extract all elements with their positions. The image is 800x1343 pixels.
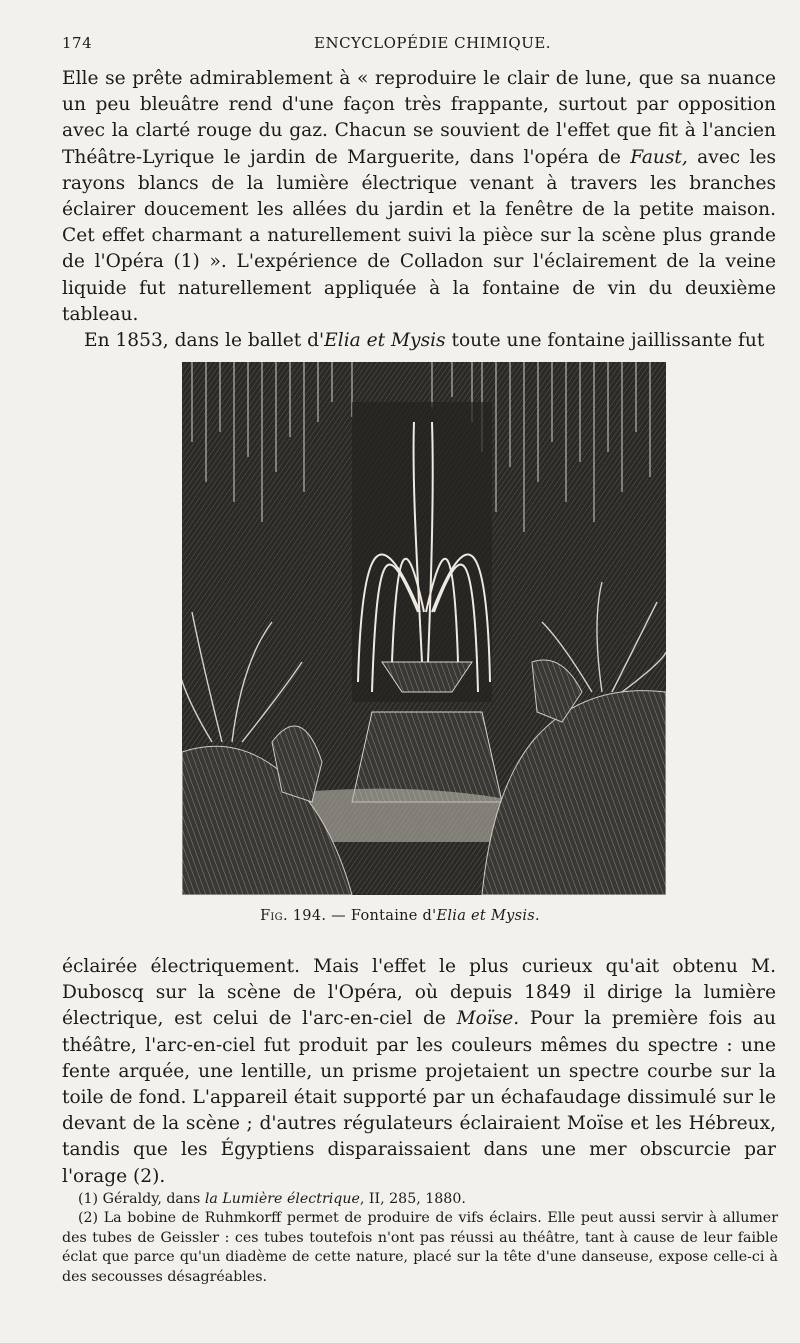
- paragraph-2-text-b: toute une fontaine jaillissante fut: [445, 330, 765, 352]
- fountain-engraving: [182, 362, 666, 895]
- paragraph-3-text-a: éclairée électriquement. Mais l'effet le plus curieux qu'ait obtenu M. Duboscq sur la scène de l'Opéra, où depuis 1849 il dirige la lumière électrique, est celui de l'arc-en-ciel de: [62, 956, 776, 1030]
- paragraph-3: [62, 954, 776, 1190]
- paragraph-3-text-b: Pour la première fois au théâtre, l'arc-en-ciel fut produit par les couleurs mêmes du spectre : une fente arquée, une lentille, un prisme projetaient un spectre courbe sur la toile de fond. L'appareil était supporté par un échafaudage dissimulé sur le devant de la scène ; d'autres régulateurs éclairaient Moïse et les Hébreux, tandis que les Égyptiens disparaissaient dans une mer obscurcie par l'orage (2).: [62, 1008, 776, 1187]
- figure-caption: [0, 908, 800, 924]
- pool: [302, 789, 522, 842]
- paragraph-2-text-a: En 1853, dans le ballet d': [84, 330, 325, 352]
- fountain-illustration: [182, 362, 666, 895]
- paragraph-2: [62, 328, 776, 354]
- paragraph-1-text-b: avec les rayons blancs de la lumière électrique venant à travers les branches éclairer doucement les allées du jardin et la fenêtre de la petite maison. Cet effet charmant a naturellement suivi la pièce sur la scène plus grande de l'Opéra (1) ». L'expérience de Colladon sur l'éclairement de la veine liquide fut naturellement appliquée à la fontaine de vin du deuxième tableau.: [62, 146, 776, 325]
- paragraph-1-text-a: Elle se prête admirablement à « reproduire le clair de lune, que sa nuance un peu bleuâtre rend d'une façon très frappante, surtout par opposition avec la clarté rouge du gaz. Chacun se souvient de l'effet que fit à l'ancien Théâtre-Lyrique le jardin de Marguerite, dans l'opéra de: [62, 68, 776, 168]
- figure-label: Fig. 194.: [260, 908, 327, 924]
- figure-title: Elia et Mysis.: [436, 908, 540, 924]
- running-head: [62, 34, 770, 56]
- paragraph-1: [62, 66, 776, 328]
- footnotes: [62, 1190, 778, 1287]
- faust-title: Faust,: [630, 146, 688, 168]
- page-number: 174: [62, 34, 93, 52]
- body-text-top: [62, 66, 776, 354]
- footnote-2: (2) La bobine de Ruhmkorff permet de produire de vifs éclairs. Elle peut aussi servir à allumer des tubes de Geissler : ces tubes toutefois n'ont pas réussi au théâtre, tant à cause de leur faible éclat que parce qu'un diadème de cette nature, placé sur la tête d'une danseuse, expose celle-ci à des secousses désagréables.: [62, 1210, 778, 1285]
- footnote-1: [62, 1190, 778, 1209]
- figure-caption-text: — Fontaine d': [326, 908, 437, 924]
- footnote-1-title: la Lumière électrique: [204, 1191, 360, 1207]
- moise-title: Moïse.: [456, 1008, 520, 1030]
- footnote-1-text-a: (1) Géraldy, dans: [78, 1191, 205, 1207]
- footnote-1-text-b: , II, 285, 1880.: [359, 1191, 466, 1207]
- body-text-bottom: [62, 954, 776, 1190]
- elia-mysis-title: Elia et Mysis: [324, 330, 446, 352]
- running-title: ENCYCLOPÉDIE CHIMIQUE.: [314, 34, 552, 52]
